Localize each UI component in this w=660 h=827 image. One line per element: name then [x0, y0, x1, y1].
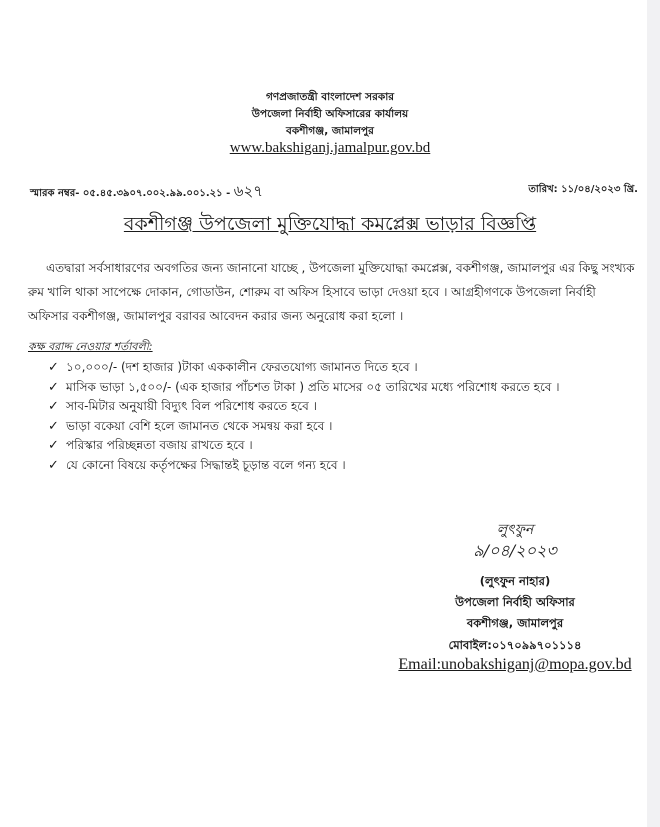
- header-location: বকশীগঞ্জ, জামালপুর: [286, 125, 374, 137]
- condition-text: সাব-মিটার অনুযায়ী বিদ্যুৎ বিল পরিশোধ করতে হবে ।: [66, 399, 317, 414]
- memo-handwritten-number: ৬২৭: [233, 182, 264, 200]
- signature-date: ৯/০৪/২০২৩: [473, 541, 557, 560]
- condition-text: ভাড়া বকেয়া বেশি হলে জামানত থেকে সমন্বয় করা হবে ।: [66, 418, 333, 433]
- signatory-designation: উপজেলা নির্বাহী অফিসার: [455, 595, 575, 609]
- condition-text: মাসিক ভাড়া ১,৫০০/- (এক হাজার পাঁচশত টাকা ) প্রতি মাসের ০৫ তারিখের মধ্যে পরিশোধ করতে হবে ।: [66, 379, 560, 394]
- notice-body: এতদ্বারা সর্বসাধারণের অবগতির জন্য জানানো যাচ্ছে , উপজেলা মুক্তিযোদ্ধা কমপ্লেক্স, বকশীগঞ্জ, জামালপুর এর কিছু সংখ্যক রুম খালি থাকা সাপেক্ষে দোকান, গোডাউন, শোরুম বা অফিস হিসাবে ভাড়া দেওয়া হবে । আগ্রহীগণকে উপজেলা নির্বাহী অফিসার বকশীগঞ্জ, জামালপুর বরাবর আবেদন করার জন্য অনুরোধ করা হলো ।: [28, 261, 635, 323]
- condition-text: ১০,০০০/- (দশ হাজার )টাকা এককালীন ফেরতযোগ্য জামানত দিতে হবে ।: [66, 360, 418, 374]
- conditions-list: [48, 358, 560, 476]
- check-icon: ✓: [48, 379, 59, 395]
- condition-item: [48, 436, 560, 456]
- conditions-heading: কক্ষ বরাদ্দ নেওয়ার শর্তাবলী:: [28, 340, 153, 353]
- memo-number-text: স্মারক নম্বর- ০৫.৪৫.৩৯০৭.০০২.৯৯.০০১.২১ -: [30, 188, 234, 199]
- condition-item: [48, 417, 560, 437]
- condition-item: [48, 378, 560, 398]
- signatory-location: বকশীগঞ্জ, জামালপুর: [466, 616, 564, 630]
- website-link[interactable]: www.bakshiganj.jamalpur.gov.bd: [229, 140, 431, 156]
- check-icon: ✓: [48, 418, 59, 434]
- memo-number: [30, 180, 263, 205]
- header-office: উপজেলা নির্বাহী অফিসারের কার্যালয়: [251, 108, 409, 120]
- handwritten-signature: লুৎফুন: [496, 522, 534, 538]
- header-government: গণপ্রজাতন্ত্রী বাংলাদেশ সরকার: [265, 91, 395, 103]
- condition-item: [48, 456, 560, 476]
- check-icon: ✓: [48, 438, 59, 454]
- check-icon: ✓: [48, 399, 59, 415]
- condition-item: [48, 397, 560, 417]
- signatory-name: (লুৎফুন নাহার): [479, 574, 551, 588]
- check-icon: ✓: [48, 457, 59, 473]
- signatory-mobile: মোবাইল:০১৭০৯৯৭০১১১৪: [448, 638, 582, 652]
- notice-title: বকশীগঞ্জ উপজেলা মুক্তিযোদ্ধা কমপ্লেক্স ভাড়ার বিজ্ঞপ্তি: [123, 213, 537, 235]
- signatory-email[interactable]: Email:unobakshiganj@mopa.gov.bd: [398, 656, 632, 673]
- condition-item: [48, 358, 560, 378]
- check-icon: ✓: [48, 360, 59, 375]
- condition-text: যে কোনো বিষয়ে কর্তৃপক্ষের সিদ্ধান্তই চূড়ান্ত বলে গন্য হবে ।: [66, 457, 346, 472]
- condition-text: পরিস্কার পরিচ্ছন্নতা বজায় রাখতে হবে ।: [66, 438, 253, 453]
- memo-date: তারিখ: ১১/০৪/২০২৩ খ্রি.: [528, 184, 638, 195]
